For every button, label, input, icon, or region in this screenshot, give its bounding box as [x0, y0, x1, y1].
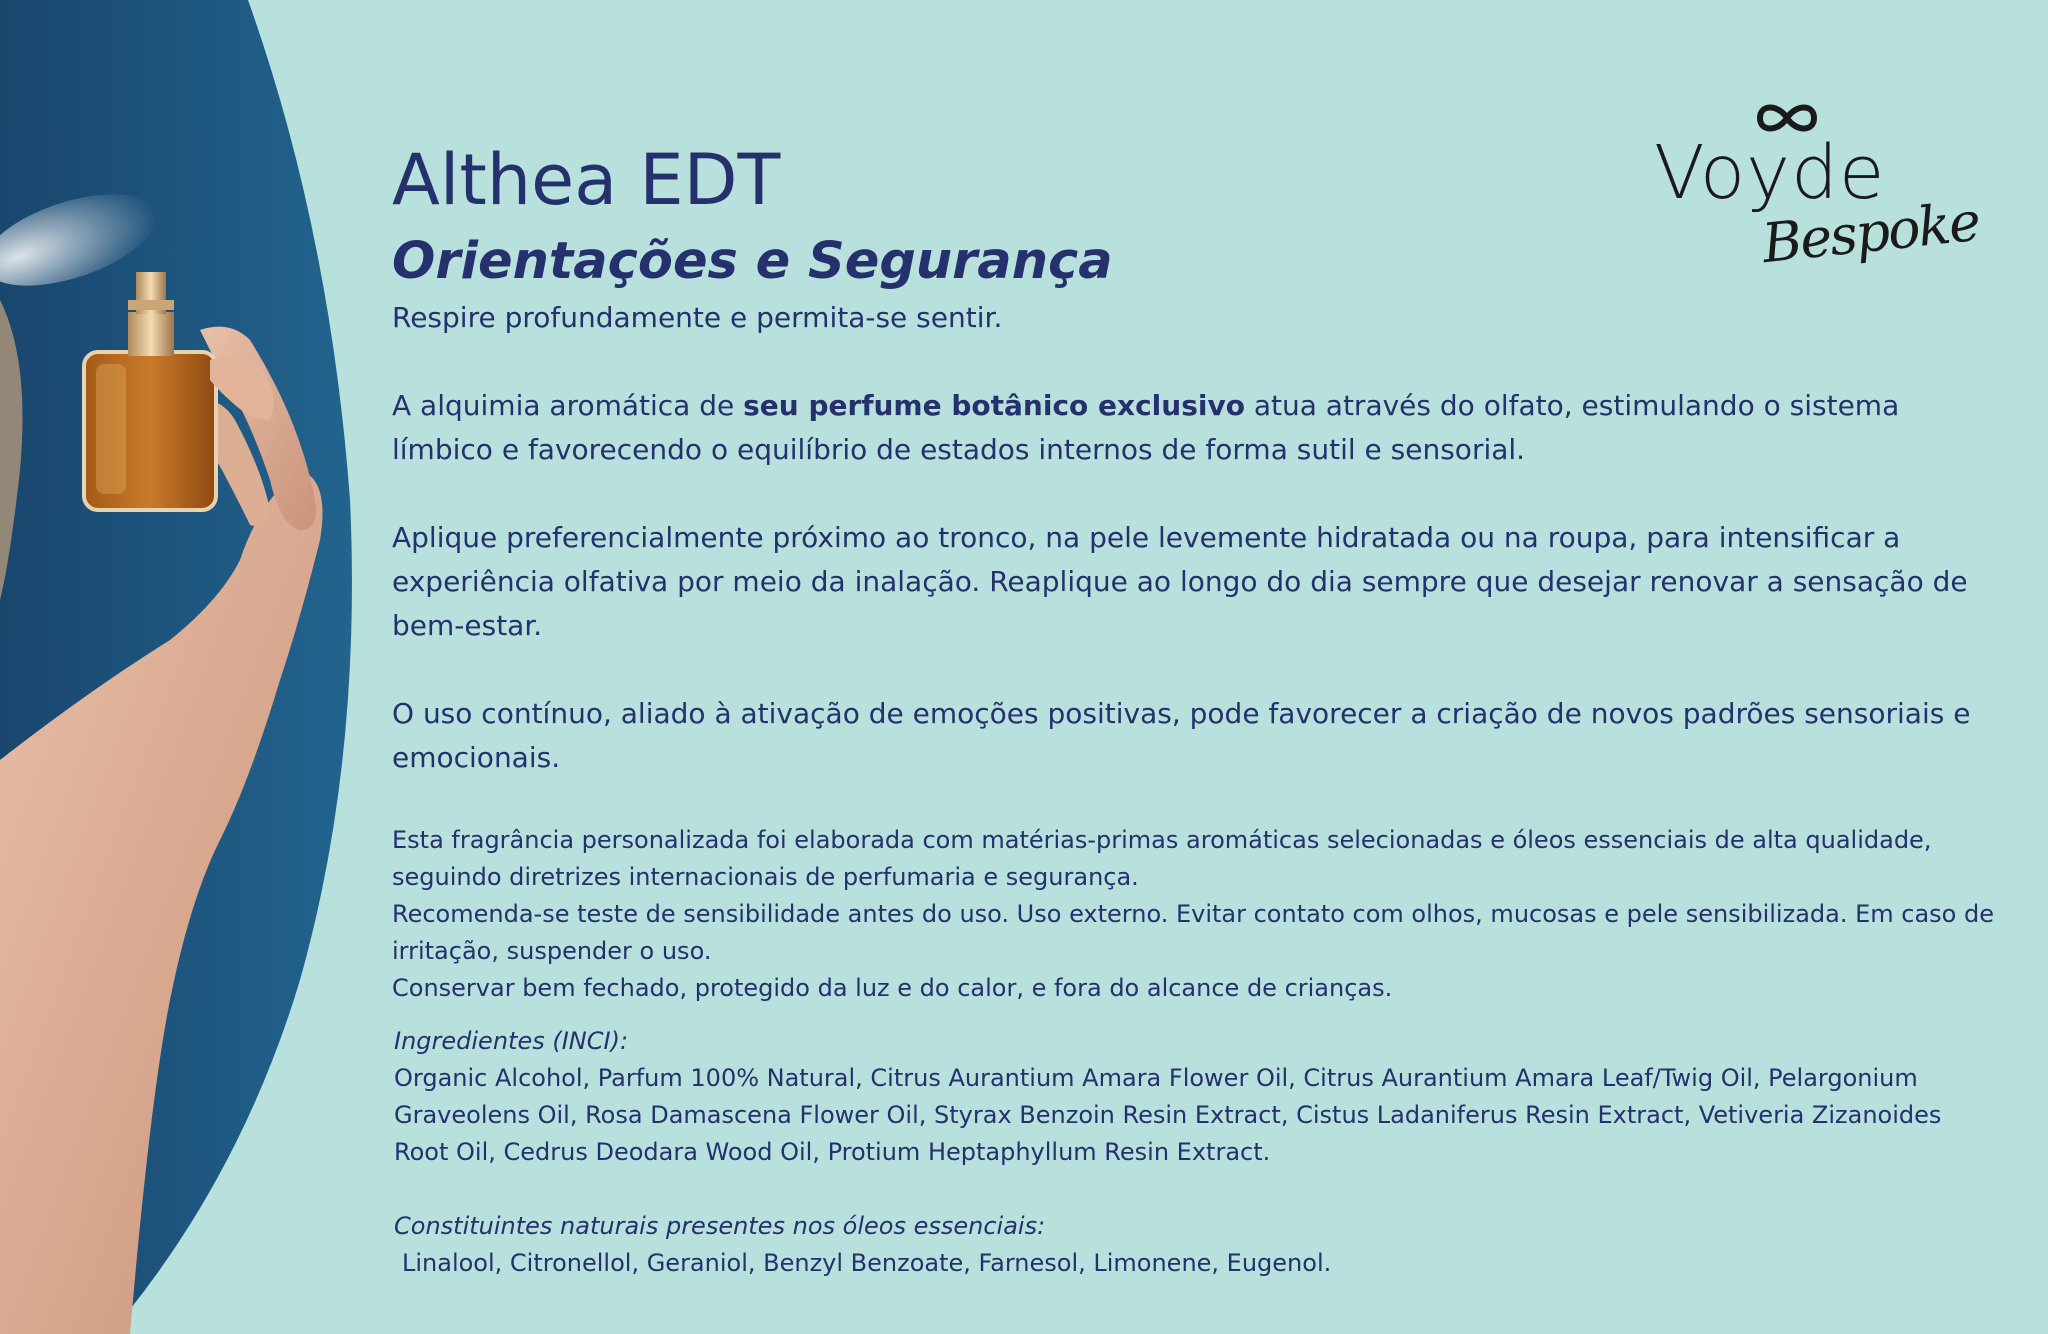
safety-notes [392, 822, 2002, 1007]
ingredients-list: Organic Alcohol, Parfum 100% Natural, Citrus Aurantium Amara Flower Oil, Citrus Aurantium Amara Leaf/Twig Oil, Pelargonium Graveolens Oil, Rosa Damascena Flower Oil, Styrax Benzoin Resin Extract, Cistus Ladaniferus Resin Extract, Vetiveria Zizanoides Root Oil, Cedrus Deodara Wood Oil, Protium Heptaphyllum Resin Extract. [394, 1064, 1942, 1166]
brand-name: Voyde [1654, 130, 1886, 216]
constituents-label: Constituintes naturais presentes nos óleos essenciais: [394, 1212, 1046, 1240]
constituents-list: Linalool, Citronellol, Geraniol, Benzyl Benzoate, Farnesol, Limonene, Eugenol. [402, 1249, 1332, 1277]
paragraph-application: Aplique preferencialmente próximo ao tronco, na pele levemente hidratada ou na roupa, para intensificar a experiência olfativa por meio da inalação. Reaplique ao longo do dia sempre que desejar renovar a sensação de bem-estar. [392, 521, 1968, 642]
page-subtitle: Orientações e Segurança [392, 232, 1113, 291]
paragraph-alchemy [392, 384, 2002, 472]
safety-line-storage: Conservar bem fechado, protegido da luz e do calor, e fora do alcance de crianças. [392, 974, 1393, 1002]
main-content [392, 132, 2002, 1282]
paragraph-alchemy-start: A alquimia aromática de [392, 389, 744, 422]
page-title: Althea EDT [392, 139, 781, 221]
safety-line-sensitivity: Recomenda-se teste de sensibilidade antes do uso. Uso externo. Evitar contato com olhos, mucosas e pele sensibilizada. Em caso de irritação, suspender o uso. [392, 900, 1994, 965]
ingredients-label: Ingredientes (INCI): [394, 1027, 629, 1055]
paragraph-continuous-use: O uso contínuo, aliado à ativação de emoções positivas, pode favorecer a criação de novos padrões sensoriais e emocionais. [392, 697, 1971, 774]
safety-line-quality: Esta fragrância personalizada foi elaborada com matérias-primas aromáticas selecionadas e óleos essenciais de alta qualidade, seguindo diretrizes internacionais de perfumaria e segurança. [392, 826, 1932, 891]
brand-tagline: Bespoke [1759, 189, 1982, 276]
perfume-spray-photo [0, 0, 360, 1334]
paragraph-alchemy-bold: seu perfume botânico exclusivo [743, 389, 1245, 422]
lead-text: Respire profundamente e permita-se sentir. [392, 301, 1003, 334]
paragraph-alchemy-end: atua através do olfato, estimulando o sistema límbico e favorecendo o equilíbrio de estados internos de forma sutil e sensorial. [392, 389, 1900, 466]
ingredients-section [392, 1023, 2002, 1282]
